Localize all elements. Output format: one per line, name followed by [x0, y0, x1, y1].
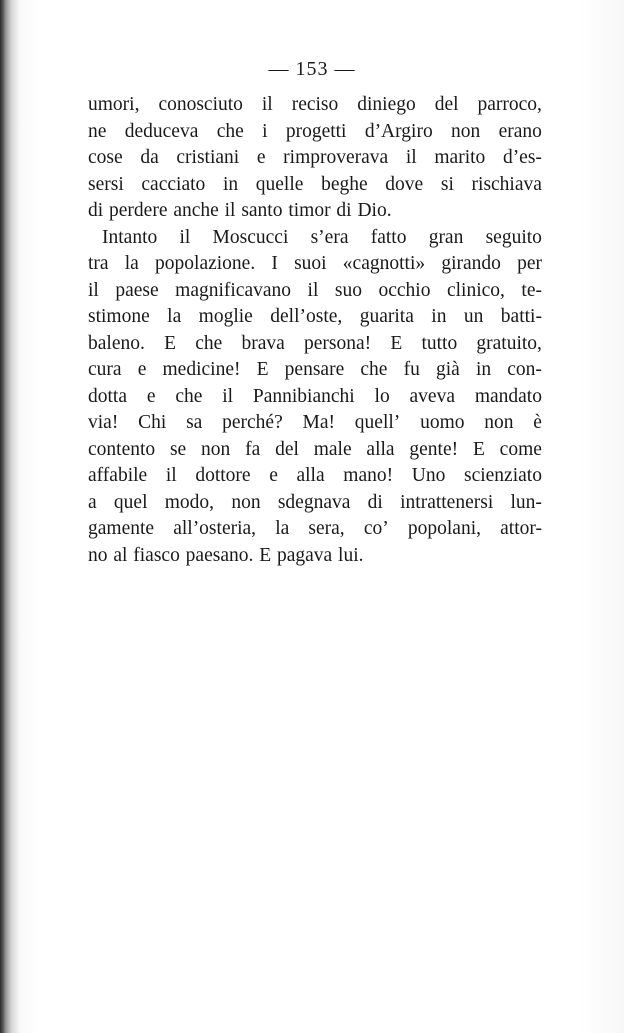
text-line — [88, 357, 542, 384]
word: il — [179, 226, 191, 248]
word: timor — [288, 200, 331, 221]
word: affabile — [88, 465, 148, 486]
word: paese — [115, 279, 159, 301]
word: d’Argiro — [364, 120, 433, 142]
word: da — [140, 147, 159, 168]
word: perdere — [109, 200, 168, 221]
word: dell’oste, — [270, 306, 343, 327]
word: sersi — [88, 173, 124, 195]
word: di — [336, 200, 352, 221]
word: E — [390, 332, 403, 354]
text-line — [88, 172, 542, 199]
word: conosciuto — [158, 94, 243, 115]
text-line — [88, 198, 542, 225]
word: baleno. — [88, 332, 145, 354]
word: lo — [374, 385, 390, 407]
word: il — [165, 465, 177, 486]
word: paesano. — [185, 544, 254, 566]
word: gamente — [88, 518, 155, 539]
text-line — [88, 516, 542, 543]
word: e — [137, 359, 147, 380]
word: I — [271, 253, 278, 274]
word: te- — [521, 279, 542, 301]
word: quell’ — [354, 412, 401, 433]
word: E — [472, 438, 485, 460]
word: il — [405, 147, 417, 168]
word: suo — [334, 279, 362, 301]
word: il — [224, 200, 236, 221]
word: rischiava — [471, 173, 542, 195]
word: ne — [88, 120, 107, 142]
word: stimone — [88, 306, 150, 327]
word: persona! — [303, 332, 372, 354]
word: che — [216, 120, 244, 142]
word: non — [451, 120, 481, 142]
word: rimproverava — [283, 147, 389, 168]
word: Ma! — [302, 412, 336, 433]
word: Uno — [411, 465, 446, 486]
word: il — [261, 94, 273, 115]
word: Chi — [138, 412, 167, 433]
word: un — [463, 306, 484, 327]
word: lun- — [510, 491, 542, 513]
word: parroco, — [477, 94, 542, 115]
word: reciso — [291, 94, 339, 115]
word: la — [167, 306, 182, 327]
word: il — [222, 385, 234, 407]
word: in — [431, 306, 447, 327]
text-line — [88, 463, 542, 490]
word: intrattenersi — [400, 491, 494, 513]
word: diniego — [357, 94, 416, 115]
text-line — [88, 92, 542, 119]
word: non — [484, 412, 514, 433]
word: cose — [88, 147, 123, 168]
word: medicine! — [162, 359, 241, 380]
word: per — [517, 253, 542, 274]
word: E — [164, 332, 176, 354]
word: mano! — [343, 465, 394, 486]
word: i — [262, 120, 268, 142]
word: pensare — [284, 359, 345, 380]
text-line — [88, 410, 542, 437]
word: Moscucci — [212, 226, 289, 248]
word: sa — [186, 412, 203, 433]
text-line — [88, 119, 542, 146]
word: Intanto — [102, 226, 158, 248]
word: con- — [507, 359, 542, 380]
word: clinico, — [446, 279, 505, 301]
word: del — [275, 438, 299, 460]
word: che — [360, 359, 388, 380]
word: dotta — [88, 385, 127, 407]
word: al — [113, 544, 128, 566]
word: e — [269, 465, 278, 486]
word: non — [201, 438, 231, 460]
word: santo — [241, 200, 283, 221]
text-line — [88, 331, 542, 358]
word: no — [88, 544, 108, 566]
word: che — [175, 385, 203, 407]
word: occhio — [378, 279, 431, 301]
word: fu — [403, 359, 420, 380]
word: che — [195, 332, 223, 354]
word: Dio. — [357, 200, 392, 221]
word: perché? — [222, 412, 283, 433]
word: di — [367, 491, 383, 513]
word: batti- — [500, 306, 542, 327]
word: gratuito, — [476, 332, 542, 354]
word: modo, — [164, 491, 215, 513]
word: guarita — [359, 306, 414, 327]
body-text — [88, 92, 542, 569]
word: brava — [241, 332, 285, 354]
text-line — [88, 304, 542, 331]
word: male — [313, 438, 352, 460]
word: il — [88, 279, 99, 301]
word: la — [275, 518, 290, 539]
word: tutto — [421, 332, 458, 354]
text-line — [88, 225, 542, 252]
word: attor- — [500, 518, 542, 539]
word: fatto — [370, 226, 407, 248]
word: via! — [88, 412, 119, 433]
word: pagava — [276, 544, 333, 566]
word: lui. — [338, 544, 364, 566]
word: contento — [88, 438, 156, 460]
word: «cagnotti» — [342, 253, 426, 274]
word: suoi — [294, 253, 327, 274]
binding-edge — [0, 0, 20, 1033]
word: la — [124, 253, 139, 274]
word: Pannibianchi — [252, 385, 355, 407]
word: dottore — [195, 465, 251, 486]
word: magnificavano — [175, 279, 292, 301]
word: gente! — [409, 438, 459, 460]
text-line — [88, 543, 542, 570]
word: s’era — [310, 226, 349, 248]
word: sera, — [308, 518, 345, 539]
word: E — [256, 359, 269, 380]
word: si — [440, 173, 454, 195]
word: e — [146, 385, 156, 407]
page-number: — 153 — — [268, 58, 356, 80]
word: beghe — [321, 173, 368, 195]
word: alla — [366, 438, 395, 460]
text-line — [88, 278, 542, 305]
word: moglie — [198, 306, 253, 327]
text-line — [88, 251, 542, 278]
word: girando — [441, 253, 501, 274]
word: il — [307, 279, 319, 301]
word: sdegnava — [277, 491, 351, 513]
word: in — [475, 359, 492, 380]
word: alla — [296, 465, 325, 486]
word: è — [533, 412, 542, 433]
word: cacciato — [141, 173, 206, 195]
word: d’es- — [502, 147, 542, 168]
word: tra — [88, 253, 109, 274]
text-line — [88, 384, 542, 411]
word: marito — [434, 147, 486, 168]
word: popolazione. — [155, 253, 256, 274]
word: in — [222, 173, 239, 195]
word: già — [435, 359, 460, 380]
word: gran — [428, 226, 464, 248]
word: del — [434, 94, 459, 115]
word: dove — [385, 173, 424, 195]
word: aveva — [409, 385, 455, 407]
word: scienziato — [463, 465, 542, 486]
word: all’osteria, — [173, 518, 257, 539]
word: quel — [113, 491, 148, 513]
word: come — [499, 438, 542, 460]
word: quelle — [255, 173, 304, 195]
text-line — [88, 490, 542, 517]
word: deduceva — [124, 120, 199, 142]
word: a — [88, 491, 97, 513]
word: uomo — [420, 412, 465, 433]
word: cura — [88, 359, 122, 380]
text-line — [88, 437, 542, 464]
word: erano — [498, 120, 542, 142]
word: mandato — [474, 385, 542, 407]
word: E — [259, 544, 272, 566]
word: di — [88, 200, 104, 221]
word: popolani, — [407, 518, 481, 539]
word: seguito — [485, 226, 542, 248]
word: fa — [245, 438, 261, 460]
word: cristiani — [176, 147, 240, 168]
word: progetti — [285, 120, 347, 142]
text-line — [88, 145, 542, 172]
word: co’ — [363, 518, 389, 539]
word: fiasco — [133, 544, 180, 566]
word: e — [256, 147, 266, 168]
word: se — [169, 438, 187, 460]
word: anche — [173, 200, 219, 221]
word: non — [231, 491, 261, 513]
word: umori, — [88, 94, 140, 115]
